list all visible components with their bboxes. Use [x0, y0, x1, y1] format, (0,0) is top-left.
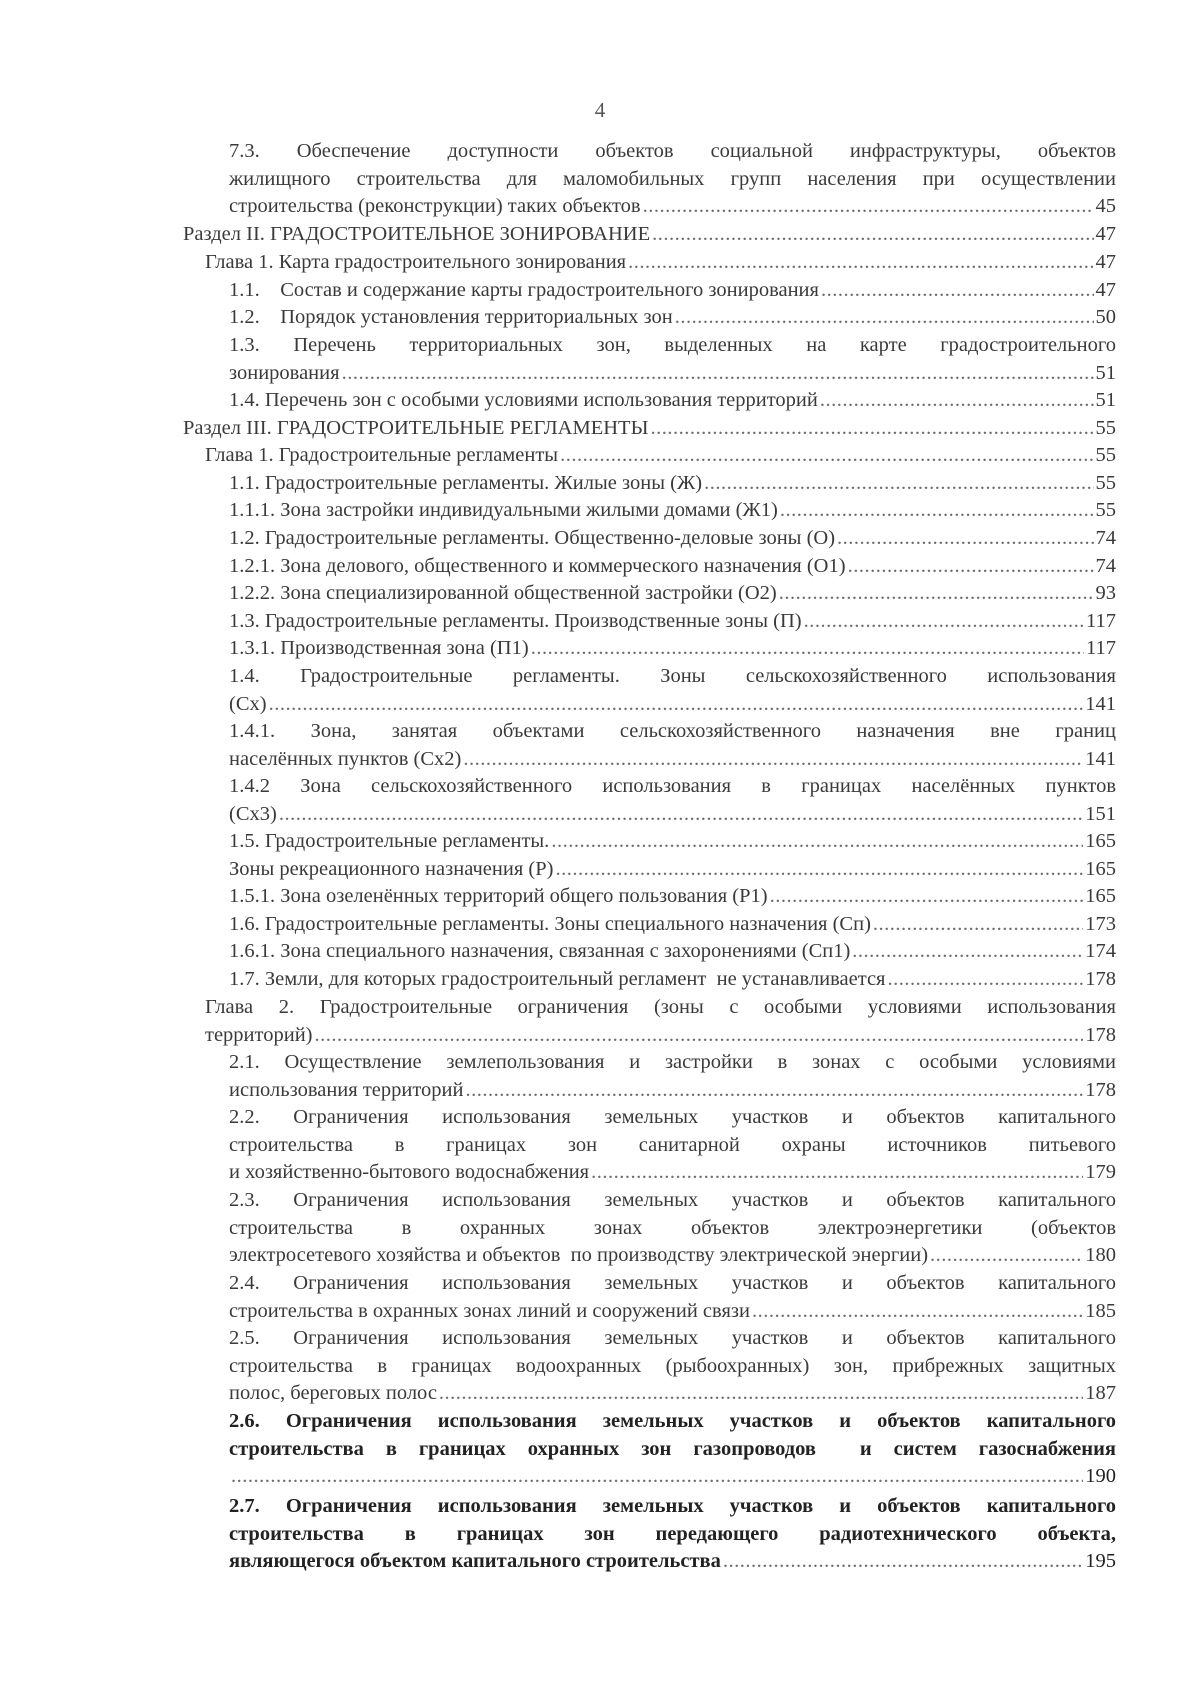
- toc-line: полос, береговых полос: [229, 1382, 437, 1404]
- dot-leader: [723, 1548, 1083, 1576]
- toc-entry-2-3: [229, 1187, 1116, 1270]
- toc-entry-1-7: [229, 966, 1116, 994]
- dot-leader: [560, 442, 1093, 470]
- toc-page-number: 74: [1095, 527, 1116, 549]
- toc-line: 2.4. Ограничения использования земельных участков и объектов капитального: [229, 1272, 1116, 1294]
- toc-page-number: 51: [1095, 361, 1116, 384]
- toc-page-number: 165: [1085, 858, 1116, 880]
- toc-line: (Сх3): [229, 802, 277, 825]
- toc-page-number: 55: [1095, 499, 1116, 521]
- toc-title: 1.2. Порядок установления территориальных зон: [229, 306, 673, 328]
- toc-page-number: 45: [1095, 195, 1116, 217]
- toc-line: строительства (реконструкции) таких объектов: [229, 195, 641, 217]
- dot-leader: [591, 1159, 1083, 1187]
- toc-page-number: 117: [1086, 610, 1116, 632]
- dot-leader: [231, 1463, 1083, 1491]
- toc-page-number: 51: [1095, 389, 1116, 411]
- toc-entry-1-6-1: [229, 938, 1116, 966]
- dot-leader: [555, 856, 1083, 884]
- toc-entry-chapter-2: [205, 994, 1116, 1049]
- toc-entry-1-4-2: [229, 773, 1116, 828]
- toc-line: территорий): [205, 1023, 313, 1046]
- toc-page-number: 165: [1085, 885, 1116, 907]
- toc-title: 1.2.2. Зона специализированной общественной застройки (О2): [229, 582, 777, 604]
- toc-title: Раздел II. ГРАДОСТРОИТЕЛЬНОЕ ЗОНИРОВАНИЕ: [183, 223, 651, 245]
- toc-page-number: 55: [1095, 417, 1116, 439]
- toc-title: 1.4. Перечень зон с особыми условиями использования территорий: [229, 389, 818, 411]
- toc-page-number: 47: [1095, 279, 1116, 301]
- dot-leader: [704, 470, 1093, 498]
- toc-page-number: 180: [1085, 1244, 1116, 1266]
- toc-line: 2.7. Ограничения использования земельных участков и объектов капитального: [229, 1495, 1116, 1517]
- toc-entry-1-2-2: [229, 580, 1116, 608]
- toc-page-number: 178: [1085, 968, 1116, 990]
- toc-line: строительства в охранных зонах линий и сооружений связи: [229, 1299, 750, 1322]
- toc-page-number: 151: [1085, 802, 1116, 825]
- toc-line: 1.4. Градостроительные регламенты. Зоны сельскохозяйственного использования: [229, 665, 1116, 687]
- toc-title: 1.6. Градостроительные регламенты. Зоны специального назначения (Сп): [229, 913, 871, 935]
- toc-title: 1.6.1. Зона специального назначения, связанная с захоронениями (Сп1): [229, 940, 851, 962]
- toc-page-number: 141: [1085, 747, 1116, 770]
- toc-page-number: 93: [1095, 582, 1116, 604]
- toc-title: 1.1. Градостроительные регламенты. Жилые зоны (Ж): [229, 472, 703, 494]
- toc-page-number: 174: [1085, 940, 1116, 962]
- toc-entry-2-2: [229, 1104, 1116, 1187]
- toc-title: Раздел III. ГРАДОСТРОИТЕЛЬНЫЕ РЕГЛАМЕНТЫ: [183, 417, 649, 439]
- toc-line: 2.6. Ограничения использования земельных участков и объектов капитального: [229, 1410, 1116, 1432]
- toc-entry-2-4: [229, 1270, 1116, 1325]
- toc-entry-1-5-reg: [229, 828, 1116, 856]
- dot-leader: [652, 221, 1093, 249]
- toc-line: 2.5. Ограничения использования земельных участков и объектов капитального: [229, 1327, 1116, 1349]
- dot-leader: [628, 249, 1093, 277]
- toc-line: 1.3. Перечень территориальных зон, выделенных на карте градостроительного: [229, 334, 1116, 356]
- toc-line: строительства в границах зон санитарной охраны источников питьевого: [229, 1133, 1116, 1156]
- toc-entry-section-2: [183, 221, 1116, 249]
- dot-leader: [804, 608, 1084, 636]
- toc-entry-chapter-1: [205, 249, 1116, 277]
- toc-title: 1.3. Градостроительные регламенты. Производственные зоны (П): [229, 610, 802, 632]
- toc-line: 2.1. Осуществление землепользования и застройки в зонах с особыми условиями: [229, 1051, 1116, 1073]
- toc-line: 1.4.1. Зона, занятая объектами сельскохозяйственного назначения вне границ: [229, 720, 1116, 742]
- toc-title: 1.1.1. Зона застройки индивидуальными жилыми домами (Ж1): [229, 499, 778, 521]
- dot-leader: [650, 415, 1093, 443]
- toc-line: строительства в границах зон передающего радиотехнического объекта,: [229, 1522, 1116, 1545]
- toc-line: (Сх): [229, 692, 267, 715]
- toc-line: 1.4.2 Зона сельскохозяйственного использования в границах населённых пунктов: [229, 775, 1116, 797]
- dot-leader: [770, 883, 1084, 911]
- toc-page-number: 195: [1085, 1550, 1116, 1572]
- toc-page-number: 50: [1095, 306, 1116, 328]
- toc-line: и хозяйственно-бытового водоснабжения: [229, 1161, 590, 1183]
- toc-page-number: 190: [1085, 1465, 1116, 1487]
- toc-entry-1-2-1: [229, 553, 1116, 581]
- toc-entry-7-3: [229, 138, 1116, 221]
- toc-title: 1.2. Градостроительные регламенты. Общественно-деловые зоны (О): [229, 527, 836, 549]
- dot-leader: [873, 911, 1083, 939]
- dot-leader: [779, 580, 1094, 608]
- toc-entry-1-4-1: [229, 718, 1116, 773]
- dot-leader: [852, 938, 1083, 966]
- toc-line: жилищного строительства для маломобильных групп населения при осуществлении: [229, 167, 1116, 190]
- toc-entry-1-4: [229, 387, 1116, 415]
- toc-entry-section-3: [183, 415, 1116, 443]
- toc-entry-1-2: [229, 304, 1116, 332]
- dot-leader: [439, 1380, 1083, 1408]
- toc-entry-1-2-reg: [229, 525, 1116, 553]
- toc-line: электросетевого хозяйства и объектов по производству электрической энергии): [229, 1244, 929, 1266]
- dot-leader: [466, 1077, 1084, 1105]
- dot-leader: [643, 193, 1094, 221]
- toc-title: 1.7. Земли, для которых градостроительный регламент не устанавливается: [229, 968, 886, 990]
- toc-title: Зоны рекреационного назначения (Р): [229, 858, 554, 880]
- toc-page-number: 55: [1095, 444, 1116, 466]
- toc-entry-1-3-reg: [229, 608, 1116, 636]
- toc-entry-1-3-1: [229, 635, 1116, 663]
- dot-leader: [820, 387, 1094, 415]
- toc-entry-recreation-zones: [229, 856, 1116, 884]
- dot-leader: [279, 801, 1083, 829]
- toc-title: 1.2.1. Зона делового, общественного и коммерческого назначения (О1): [229, 555, 846, 577]
- page-number: 4: [594, 98, 606, 122]
- toc-title: 1.5. Градостроительные регламенты.: [229, 830, 550, 852]
- dot-leader: [463, 746, 1083, 774]
- toc-line: строительства в охранных зонах объектов электроэнергетики (объектов: [229, 1216, 1116, 1239]
- toc-line: 7.3. Обеспечение доступности объектов социальной инфраструктуры, объектов: [229, 140, 1116, 162]
- toc-page-number: 165: [1085, 830, 1116, 852]
- toc-title: Глава 1. Градостроительные регламенты: [205, 444, 559, 466]
- toc-page-number: 47: [1095, 223, 1116, 245]
- toc-entry-2-1: [229, 1049, 1116, 1104]
- toc-page-number: 55: [1095, 472, 1116, 494]
- toc-entry-1-4-reg: [229, 663, 1116, 718]
- toc-entry-1-1-reg: [229, 470, 1116, 498]
- toc-page-number: 117: [1086, 637, 1116, 659]
- toc-entry-1-1: [229, 277, 1116, 305]
- toc-page-number: 141: [1085, 692, 1116, 715]
- toc-page-number: 185: [1085, 1299, 1116, 1322]
- toc-entry-2-7: [229, 1493, 1116, 1576]
- dot-leader: [675, 304, 1094, 332]
- toc-line: 2.3. Ограничения использования земельных участков и объектов капитального: [229, 1189, 1116, 1211]
- dot-leader: [848, 553, 1094, 581]
- toc-page-number: 179: [1085, 1161, 1116, 1183]
- dot-leader: [930, 1242, 1083, 1270]
- dot-leader: [837, 525, 1093, 553]
- dot-leader: [888, 966, 1084, 994]
- toc-entry-1-3: [229, 332, 1116, 387]
- toc-entry-1-5-1: [229, 883, 1116, 911]
- toc-entry-1-1-1: [229, 497, 1116, 525]
- dot-leader: [315, 1022, 1084, 1050]
- toc-title: Глава 1. Карта градостроительного зонирования: [205, 251, 627, 273]
- toc-page-number: 47: [1095, 251, 1116, 273]
- dot-leader: [342, 360, 1094, 388]
- dot-leader: [531, 635, 1084, 663]
- toc-page-number: 187: [1085, 1382, 1116, 1404]
- toc-entry-2-5: [229, 1325, 1116, 1408]
- toc-page-number: 173: [1085, 913, 1116, 935]
- toc-title: 1.5.1. Зона озеленённых территорий общего пользования (Р1): [229, 885, 768, 907]
- toc-entry-2-6: [229, 1408, 1116, 1491]
- toc-line: строительства в границах водоохранных (рыбоохранных) зон, прибрежных защитных: [229, 1354, 1116, 1377]
- dot-leader: [752, 1298, 1083, 1326]
- toc-page-number: 178: [1085, 1023, 1116, 1046]
- toc-line: являющегося объектом капитального строительства: [229, 1550, 721, 1572]
- toc-entry-chapter-1-regs: [205, 442, 1116, 470]
- toc-line: населённых пунктов (Сх2): [229, 747, 462, 770]
- toc-page-number: 178: [1085, 1078, 1116, 1101]
- toc-title: 1.1. Состав и содержание карты градостроительного зонирования: [229, 279, 819, 301]
- toc-entry-1-6-reg: [229, 911, 1116, 939]
- toc-line: использования территорий: [229, 1078, 464, 1101]
- dot-leader: [780, 497, 1094, 525]
- dot-leader: [551, 828, 1083, 856]
- toc-line: строительства в границах охранных зон газопроводов и систем газоснабжения: [229, 1437, 1116, 1460]
- toc-line: Глава 2. Градостроительные ограничения (зоны с особыми условиями использования: [205, 996, 1116, 1018]
- toc-title: 1.3.1. Производственная зона (П1): [229, 637, 529, 659]
- dot-leader: [269, 691, 1084, 719]
- toc-line: 2.2. Ограничения использования земельных участков и объектов капитального: [229, 1106, 1116, 1128]
- dot-leader: [821, 277, 1094, 305]
- toc-page-number: 74: [1095, 555, 1116, 577]
- toc-line: зонирования: [229, 361, 340, 384]
